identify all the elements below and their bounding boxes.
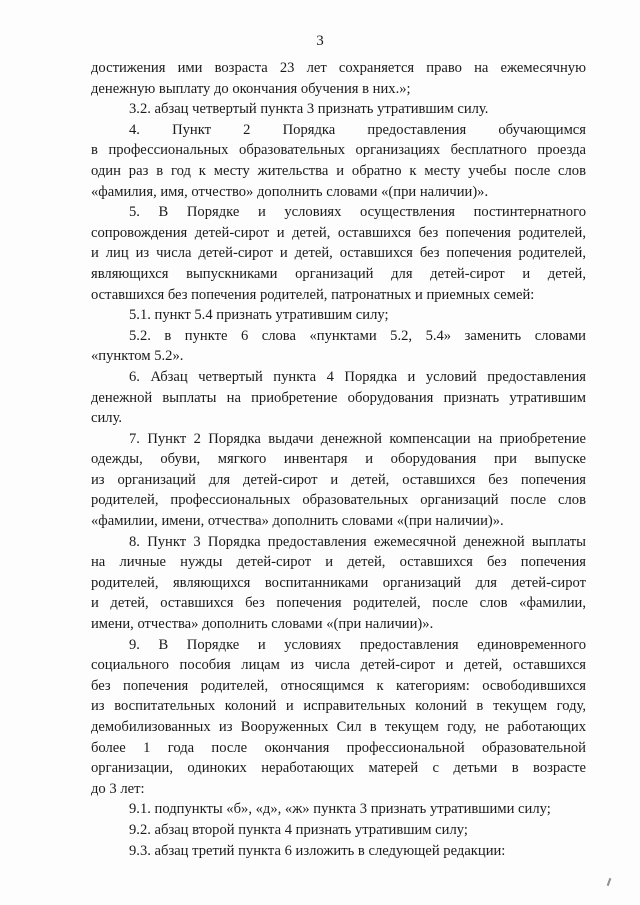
paragraph [91,367,586,429]
scan-mark [607,878,612,886]
text-line: в профессиональных образовательных организациях бесплатного проезда [91,142,586,159]
paragraph [91,841,586,862]
text-line: денежную выплату до окончания обучения в них.»; [91,80,411,97]
paragraph [91,820,586,841]
paragraph [91,202,586,305]
text-line: денежной выплаты на приобретение оборудования признать утратившим [91,389,586,406]
text-line: 8. Пункт 3 Порядка предоставления ежемесячной денежной выплаты [129,533,586,550]
paragraph [91,58,586,99]
text-line: до 3 лет: [91,780,145,797]
text-line: на личные нужды детей-сирот и детей, оставшихся без попечения [91,554,586,571]
text-line: социального пособия лицам из числа детей-сирот и детей, оставшихся [91,657,586,674]
text-line: из воспитательных колоний и исправительных колоний в текущем году, [91,698,586,715]
paragraph [91,120,586,202]
text-line: более 1 года после окончания профессиональной образовательной [91,739,586,756]
text-line: и лиц из числа детей-сирот и детей, оставшихся без попечения родителей, [91,245,586,262]
text-line: родителей, профессиональных образовательных организаций после слов [91,492,586,509]
paragraph [91,429,586,532]
text-line: «пунктом 5.2». [91,348,184,365]
text-line: организации, одиноких неработающих матерей с детьми в возрасте [91,760,586,777]
paragraph [91,305,586,326]
text-line: 4. Пункт 2 Порядка предоставления обучающимся [129,121,586,138]
text-line: «фамилии, имени, отчества» дополнить словами «(при наличии)». [91,513,504,530]
text-line: силу. [91,410,123,427]
paragraph [91,532,586,635]
text-line: оставшихся без попечения родителей, патронатных и приемных семей: [91,286,535,303]
page-number: 3 [316,33,324,49]
text-line: «фамилия, имя, отчество» дополнить словами «(при наличии)». [91,183,489,200]
text-line: достижения ими возраста 23 лет сохраняется право на ежемесячную [91,60,586,76]
text-line: 7. Пункт 2 Порядка выдачи денежной компенсации на приобретение [129,430,586,447]
paragraph [91,799,586,820]
text-line: из организаций для детей-сирот и детей, оставшихся без попечения [91,471,586,488]
paragraph [91,99,586,120]
text-line: 3.2. абзац четвертый пункта 3 признать утратившим силу. [129,101,489,118]
text-line: являющихся выпускниками организаций для детей-сирот и детей, [91,265,586,282]
text-line: одежды, обуви, мягкого инвентаря и оборудования при выпуске [91,451,586,468]
text-line: 9. В Порядке и условиях предоставления единовременного [129,636,586,653]
text-line: 5. В Порядке и условиях осуществления постинтернатного [129,204,586,221]
text-line: и детей, оставшихся без попечения родителей, после слов «фамилии, [91,595,586,612]
paragraph [91,326,586,367]
text-line: демобилизованных из Вооруженных Сил в текущем году, не работающих [91,719,586,735]
text-line: один раз в год к месту жительства и обратно к месту учебы после слов [91,162,586,179]
text-line: сопровождения детей-сирот и детей, оставшихся без попечения родителей, [91,224,586,241]
text-line: 6. Абзац четвертый пункта 4 Порядка и условий предоставления [129,368,586,385]
text-line: 5.1. пункт 5.4 признать утратившим силу; [129,307,389,324]
text-line: 9.1. подпункты «б», «д», «ж» пункта 3 признать утратившими силу; [129,801,551,818]
text-line: родителей, являющихся воспитанниками организаций для детей-сирот [91,574,586,591]
text-line: без попечения родителей, относящимся к категориям: освободившихся [91,677,586,694]
text-line: 5.2. в пункте 6 слова «пунктами 5.2, 5.4» заменить словами [129,327,586,344]
text-line: 9.2. абзац второй пункта 4 признать утратившим силу; [129,821,468,838]
paragraph [91,635,586,800]
text-line: имени, отчества» дополнить словами «(при наличии)». [91,616,434,633]
text-line: 9.3. абзац третий пункта 6 изложить в следующей редакции: [129,842,506,859]
document-body [91,58,586,861]
